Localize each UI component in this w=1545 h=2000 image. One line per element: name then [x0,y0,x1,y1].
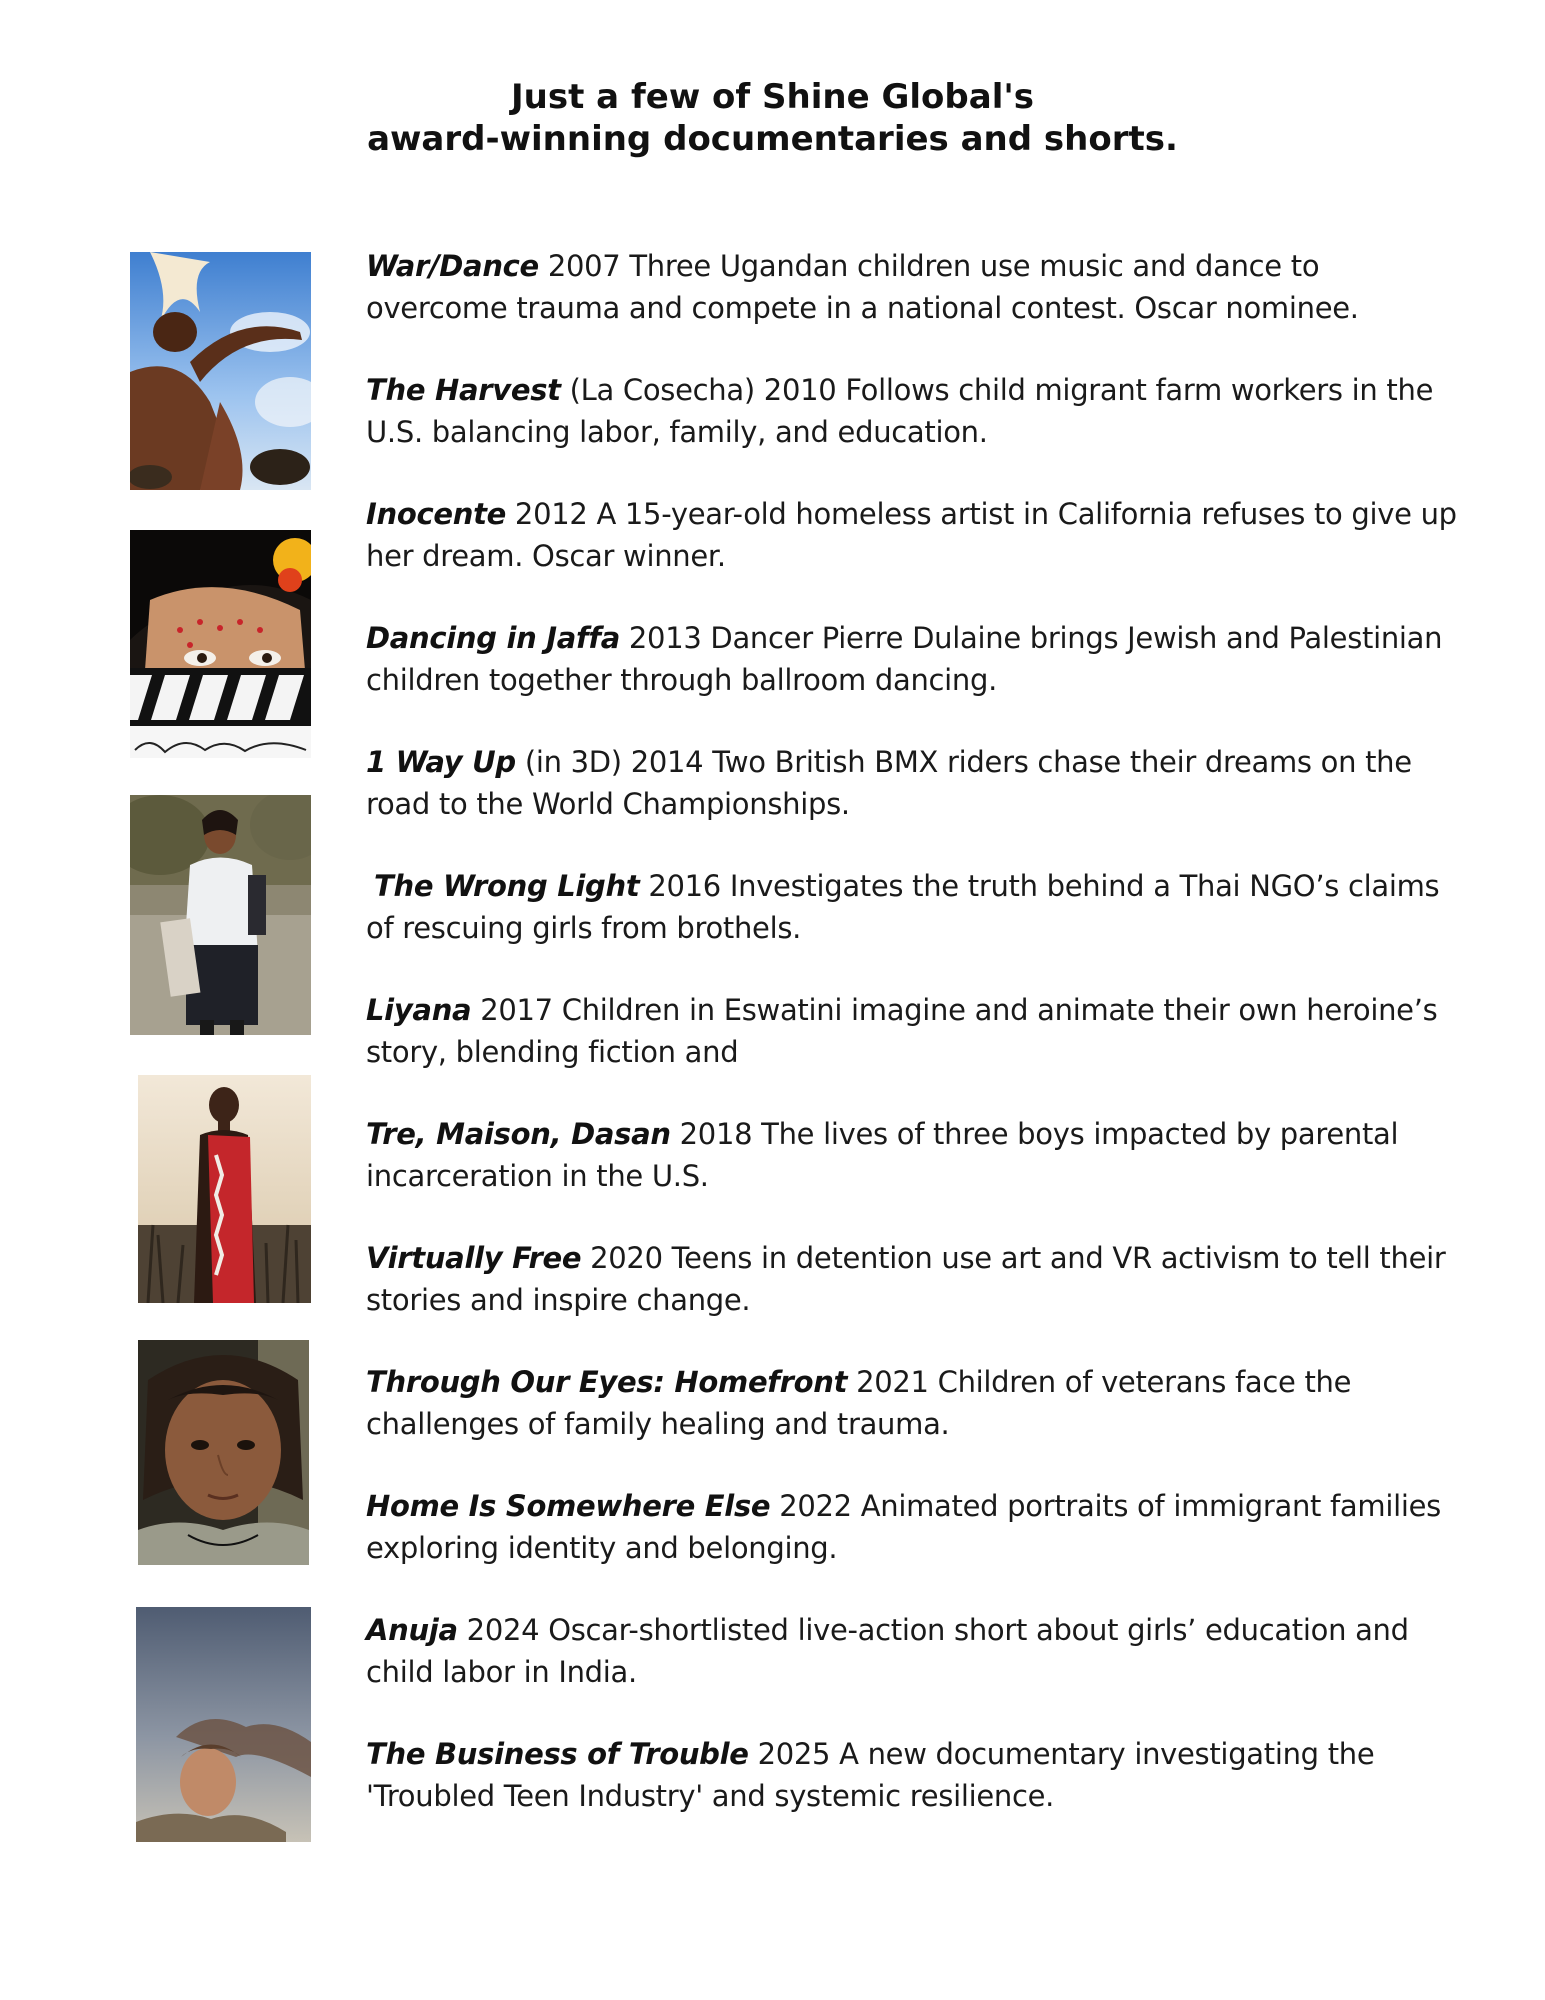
film-description: Teens in detention use art and VR activism to tell their stories and inspire change. [366,1241,1446,1317]
liyana-girl-photo [138,1075,311,1303]
harvest-student-photo [130,795,311,1035]
inocente-painted-face-photo [130,530,311,758]
film-description: Children in Eswatini imagine and animate their own heroine’s story, blending fiction and [366,993,1438,1069]
page-title [0,76,1545,160]
film-description: Animated portraits of immigrant families exploring identity and belonging. [366,1489,1441,1565]
film-title: Virtually Free [366,1241,582,1275]
film-year: 2013 [628,621,702,655]
film-description: Follows child migrant farm workers in the U.S. balancing labor, family, and education. [366,373,1434,449]
film-description: Children of veterans face the challenges of family healing and trauma. [366,1365,1352,1441]
film-description: A new documentary investigating the 'Troubled Teen Industry' and systemic resilience. [366,1737,1375,1813]
film-description: Three Ugandan children use music and dance to overcome trauma and compete in a national contest. Oscar nominee. [366,249,1359,325]
film-title: 1 Way Up [366,745,516,779]
film-subtitle: (in 3D) [524,745,622,779]
film-entry-inocente [366,493,1466,617]
film-title: Tre, Maison, Dasan [366,1117,671,1151]
film-title: The Business of Trouble [366,1737,749,1771]
anuja-girl-closeup-photo [138,1340,309,1565]
film-year: 2024 [466,1613,540,1647]
film-entry-the-business-of-trouble [366,1733,1466,1857]
film-entry-1-way-up [366,741,1466,865]
film-entry-home-is-somewhere-else [366,1485,1466,1609]
film-list [366,245,1466,1857]
film-subtitle: (La Cosecha) [569,373,755,407]
film-description: A 15-year-old homeless artist in California refuses to give up her dream. Oscar winner. [366,497,1457,573]
film-entry-the-wrong-light [366,865,1466,989]
film-year: 2020 [590,1241,663,1275]
film-year: 2007 [547,249,621,283]
film-description: Two British BMX riders chase their dreams on the road to the World Championships. [366,745,1412,821]
film-year: 2016 [648,869,721,903]
film-title: The Wrong Light [374,869,640,903]
film-entry-liyana [366,989,1466,1113]
film-entry-anuja [366,1609,1466,1733]
title-line-2: award-winning documentaries and shorts. [367,119,1178,159]
business-of-trouble-girl-photo [136,1607,311,1842]
film-title: Dancing in Jaffa [366,621,620,655]
film-year: 2012 [514,497,588,531]
film-title: Home Is Somewhere Else [366,1489,771,1523]
film-entry-dancing-in-jaffa [366,617,1466,741]
film-entry-virtually-free [366,1237,1466,1361]
film-year: 2017 [480,993,553,1027]
film-title: The Harvest [366,373,561,407]
film-year: 2018 [679,1117,753,1151]
film-title: Liyana [366,993,472,1027]
film-year: 2014 [630,745,704,779]
film-entry-war-dance [366,245,1466,369]
film-year: 2022 [779,1489,852,1523]
film-description: The lives of three boys impacted by parental incarceration in the U.S. [366,1117,1399,1193]
title-line-1: Just a few of Shine Global's [511,77,1034,117]
film-year: 2010 [763,373,837,407]
film-description: Dancer Pierre Dulaine brings Jewish and Palestinian children together through ballroom dancing. [366,621,1443,697]
film-description: Investigates the truth behind a Thai NGO’s claims of rescuing girls from brothels. [366,869,1440,945]
film-title: War/Dance [366,249,539,283]
film-description: Oscar-shortlisted live-action short about girls’ education and child labor in India. [366,1613,1409,1689]
film-title: Anuja [366,1613,458,1647]
film-entry-the-harvest [366,369,1466,493]
film-entry-tre-maison-dasan [366,1113,1466,1237]
war-dance-dancer-photo [130,252,311,490]
film-year: 2025 [757,1737,831,1771]
film-title: Through Our Eyes: Homefront [366,1365,848,1399]
film-entry-through-our-eyes-homefront [366,1361,1466,1485]
film-year: 2021 [856,1365,929,1399]
film-title: Inocente [366,497,506,531]
